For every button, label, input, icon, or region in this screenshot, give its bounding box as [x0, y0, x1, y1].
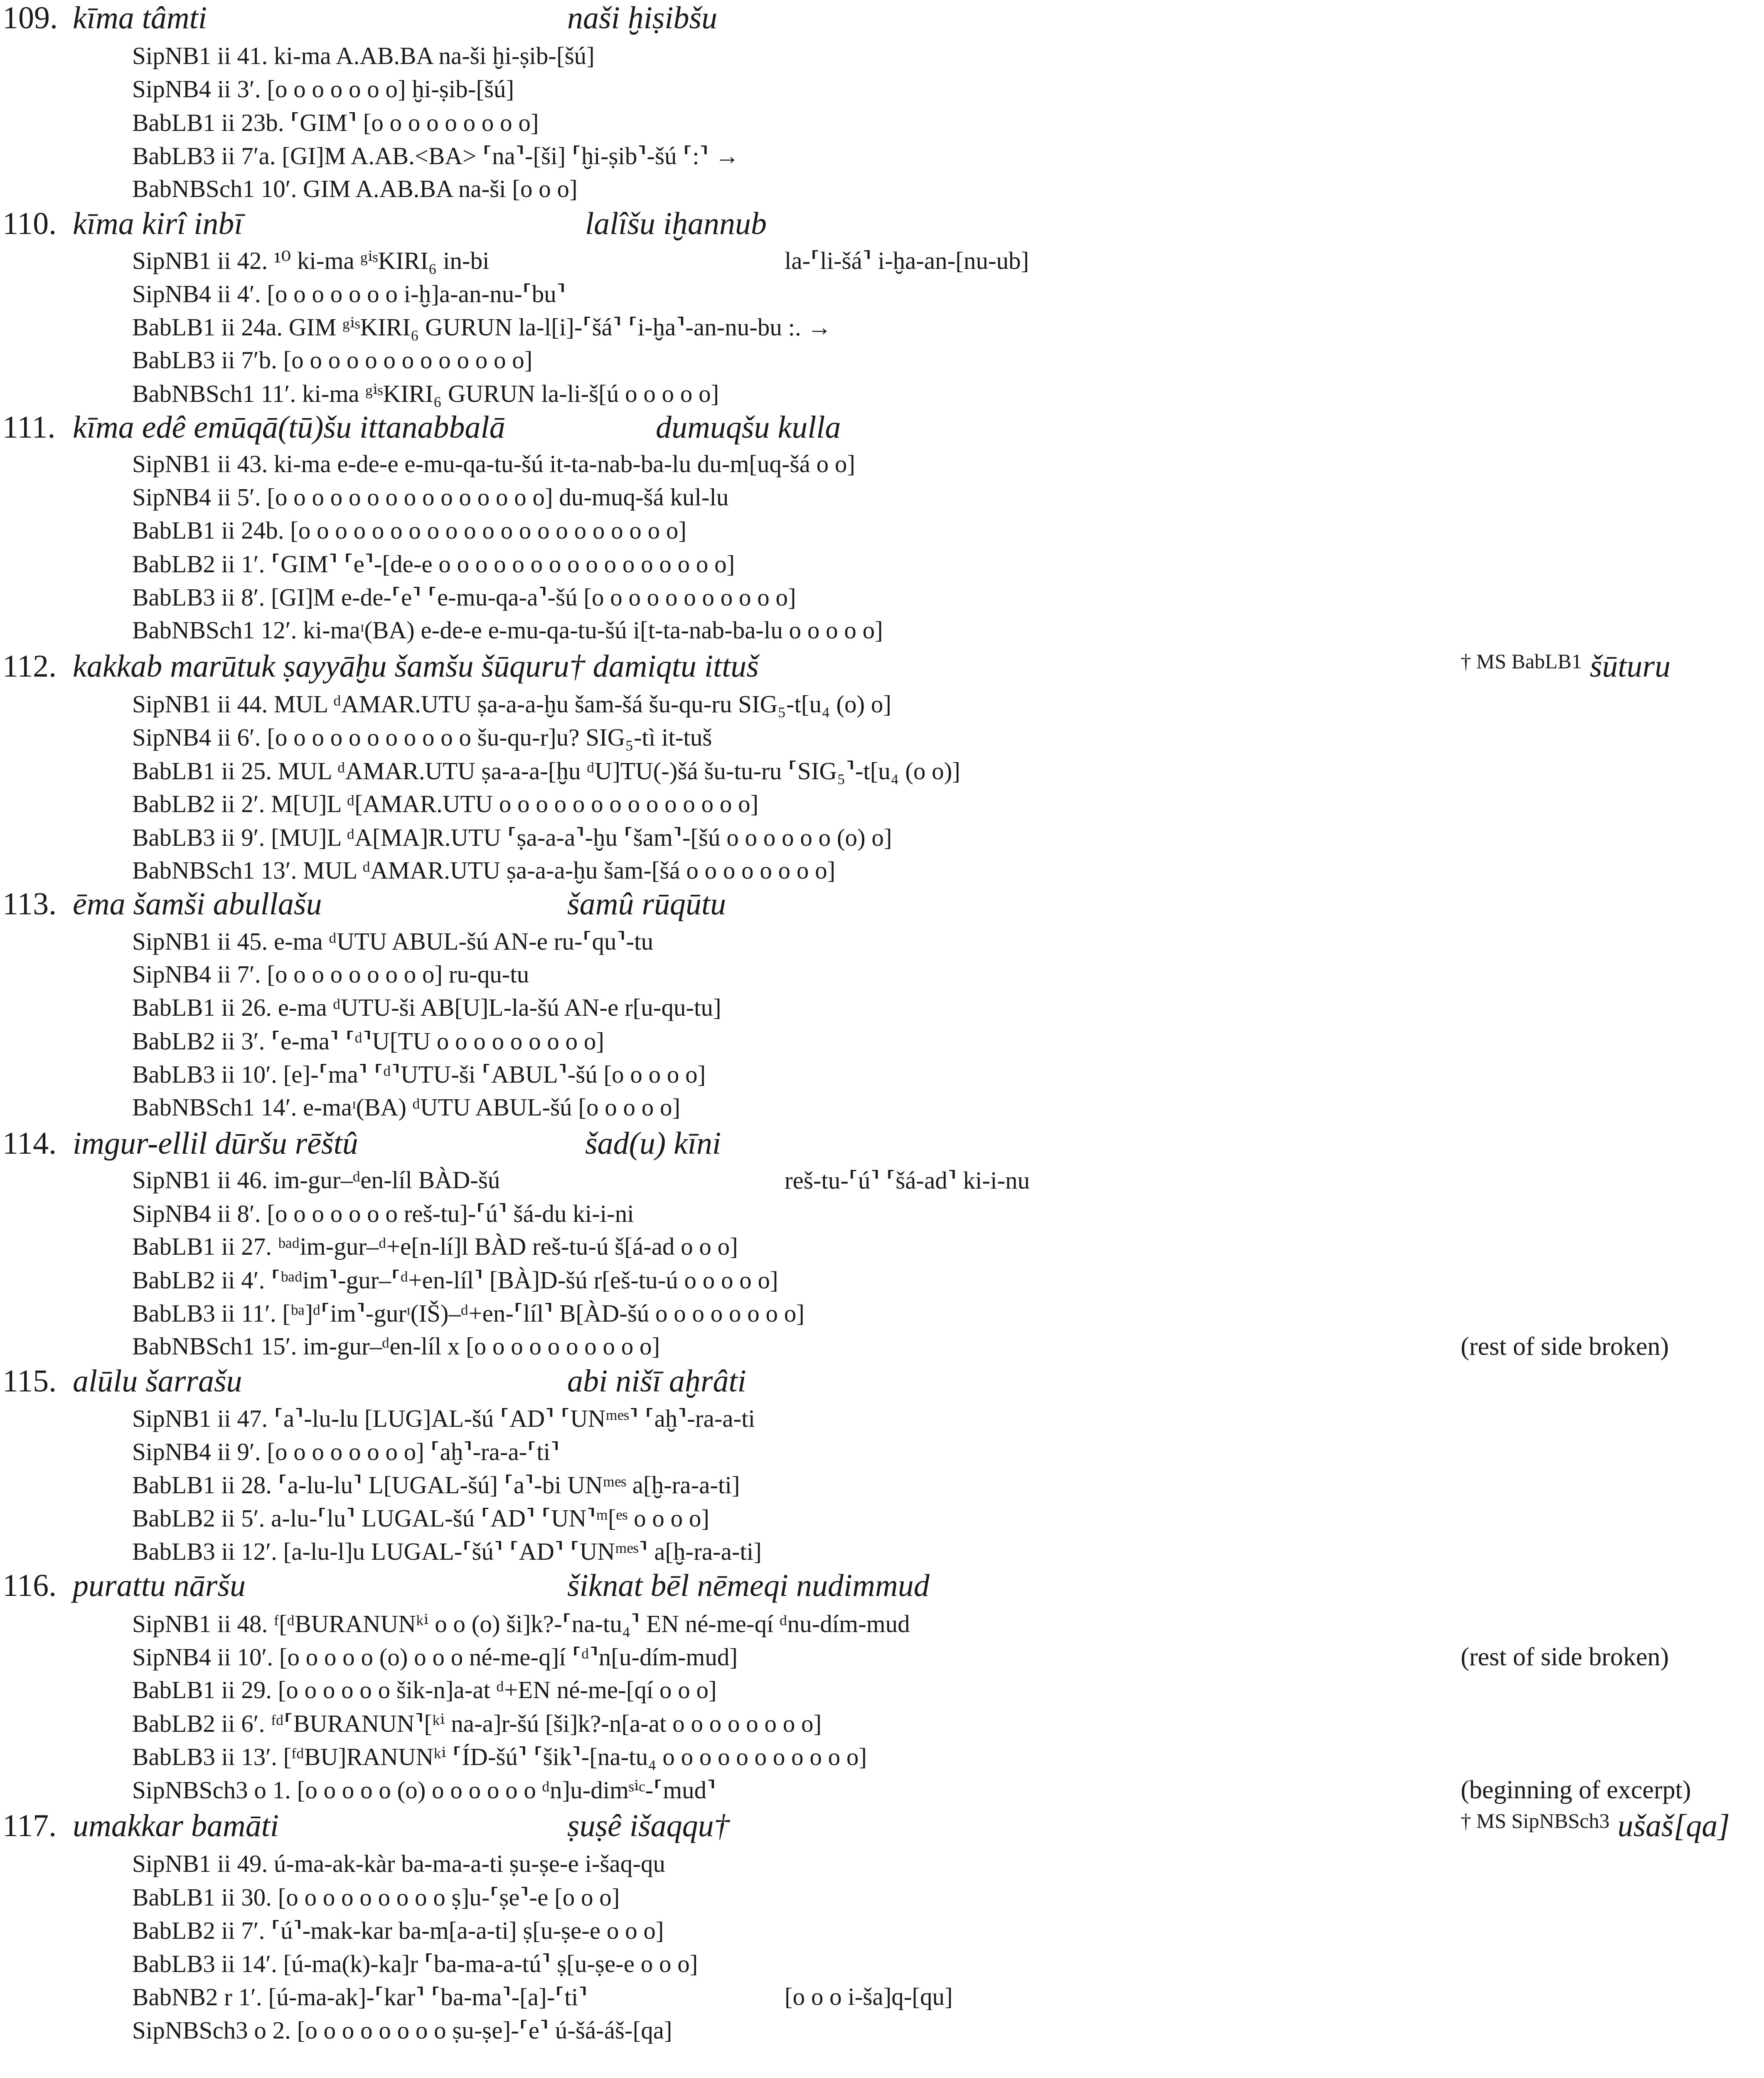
witness-text: SipNB4 ii 6′. [o o o o o o o o o o o šu-qu-r]u? SIG₅-tì it-tuš — [132, 724, 712, 751]
witness-text: BabLB1 ii 25. MUL ᵈAMAR.UTU ṣa-a-a-[ḫu ᵈU]TU(-)šá šu-tu-ru ⸢SIG₅⸣-t[u₄ (o o)] — [132, 757, 960, 785]
witness-text: BabLB2 ii 4′. ⸢ᵇᵃᵈim⸣-gur–⸢ᵈ+en-líl⸣ [BÀ]D-šú r[eš-tu-ú o o o o o] — [132, 1266, 778, 1294]
heading-first-half: kīma edê emūqā(tū)šu ittanabbalā — [73, 410, 505, 445]
witness-text-second-half: reš-tu-⸢ú⸣ ⸢šá-ad⸣ ki-i-nu — [785, 1167, 1030, 1194]
witness-text: BabLB2 ii 1′. ⸢GIM⸣ ⸢e⸣-[de-e o o o o o o o o o o o o o o o o] — [132, 550, 735, 578]
heading-second-half: abi nišī aḫrâti — [567, 1364, 746, 1398]
witness-text-second-half: [o o o i-ša]q-[qu] — [785, 1983, 953, 2010]
witness-text: BabLB1 ii 29. [o o o o o o šik-n]a-at ᵈ+EN né-me-[qí o o o] — [132, 1676, 717, 1704]
witness-text: SipNB4 ii 5′. [o o o o o o o o o o o o o o o] du-muq-šá kul-lu — [132, 483, 729, 511]
witness-text: SipNB1 ii 41. ki-ma A.AB.BA na-ši ḫi-ṣib-[šú] — [132, 42, 595, 69]
witness-text: SipNB4 ii 7′. [o o o o o o o o o] ru-qu-tu — [132, 960, 529, 988]
footnote-mark: † MS BabLB1 — [1461, 650, 1582, 673]
witness-text: BabLB3 ii 14′. [ú-ma(k)-ka]r ⸢ba-ma-a-tú⸣ ṣ[u-ṣe-e o o o] — [132, 1950, 698, 1977]
margin-note: (rest of side broken) — [1461, 1332, 1669, 1361]
witness-text: BabLB1 ii 26. e-ma ᵈUTU-ši AB[U]L-la-šú AN-e r[u-qu-tu] — [132, 994, 721, 1021]
witness-text: BabNB2 r 1′. [ú-ma-ak]-⸢kar⸣ ⸢ba-ma⸣-[a]-⸢ti⸣ — [132, 1983, 588, 2011]
heading-first-half: kīma tâmti — [73, 0, 207, 35]
witness-text: BabLB3 ii 11′. [ᵇᵃ]ᵈ⸢im⸣-gurᶦ(IŠ)–ᵈ+en-⸢líl⸣ B[ÀD-šú o o o o o o o o] — [132, 1300, 805, 1327]
witness-text: SipNB4 ii 9′. [o o o o o o o o] ⸢aḫ⸣-ra-a-⸢ti⸣ — [132, 1438, 560, 1465]
heading-first-half: alūlu šarrašu — [73, 1364, 242, 1398]
witness-text: BabNBSch1 10′. GIM A.AB.BA na-ši [o o o] — [132, 175, 578, 202]
witness-text: SipNB4 ii 8′. [o o o o o o o reš-tu]-⸢ú⸣ šá-du ki-i-ni — [132, 1200, 634, 1227]
witness-text: SipNB1 ii 48. ᶠ[ᵈBURANUNᵏⁱ o o (o) ši]k?-⸢na-tu₄⸣ EN né-me-qí ᵈnu-dím-mud — [132, 1610, 910, 1637]
witness-text: BabLB1 ii 24a. GIM ᵍⁱˢKIRI₆ GURUN la-l[i]-⸢šá⸣ ⸢i-ḫa⸣-an-nu-bu :. → — [132, 313, 832, 341]
footnote — [1461, 1808, 1730, 1844]
witness-text: BabLB1 ii 24b. [o o o o o o o o o o o o o o o o o o o o o] — [132, 517, 687, 544]
footnote — [1461, 648, 1671, 684]
heading-first-half: imgur-ellil dūršu rēštû — [73, 1126, 358, 1161]
witness-text: BabLB3 ii 7′b. [o o o o o o o o o o o o o] — [132, 346, 533, 374]
margin-note: (rest of side broken) — [1461, 1643, 1669, 1671]
witness-text: BabLB1 ii 27. ᵇᵃᵈim-gur–ᵈ+e[n-lí]l BÀD reš-tu-ú š[á-ad o o o] — [132, 1233, 738, 1260]
witness-text: BabLB2 ii 2′. M[U]L ᵈ[AMAR.UTU o o o o o o o o o o o o o o] — [132, 790, 759, 817]
footnote-variant: šūturu — [1589, 649, 1671, 684]
witness-text: BabLB2 ii 6′. ᶠᵈ⸢BURANUN⸣[ᵏⁱ na-a]r-šú [ši]k?-n[a-at o o o o o o o o] — [132, 1710, 822, 1737]
witness-text: SipNB1 ii 44. MUL ᵈAMAR.UTU ṣa-a-a-ḫu šam-šá šu-qu-ru SIG₅-t[u₄ (o) o] — [132, 690, 892, 718]
witness-text: BabLB3 ii 13′. [ᶠᵈBU]RANUNᵏⁱ ⸢ÍD-šú⸣ ⸢šik⸣-[na-tu₄ o o o o o o o o o o o] — [132, 1743, 867, 1770]
witness-text: SipNBSch3 o 2. [o o o o o o o o ṣu-ṣe]-⸢e⸣ ú-šá-áš-[qa] — [132, 2016, 672, 2044]
heading-second-half: lalîšu iḫannub — [585, 206, 767, 241]
witness-text-second-half: la-⸢li-šá⸣ i-ḫa-an-[nu-ub] — [785, 247, 1029, 274]
witness-text: BabNBSch1 11′. ki-ma ᵍⁱˢKIRI₆ GURUN la-li-š[ú o o o o o] — [132, 380, 719, 407]
witness-text: BabLB3 ii 9′. [MU]L ᵈA[MA]R.UTU ⸢ṣa-a-a⸣-ḫu ⸢šam⸣-[šú o o o o o o (o) o] — [132, 824, 892, 851]
witness-text: SipNBSch3 o 1. [o o o o o (o) o o o o o o ᵈn]u-dimˢⁱᶜ-⸢mud⸣ — [132, 1776, 716, 1804]
heading-second-half: naši ḫiṣibšu — [567, 0, 718, 35]
entry-number: 111. — [2, 410, 56, 445]
heading-second-half: dumuqšu kulla — [656, 410, 841, 445]
footnote-variant: ušaš[qa] — [1617, 1808, 1730, 1843]
witness-text: BabLB1 ii 28. ⸢a-lu-lu⸣ L[UGAL-šú] ⸢a⸣-bi UNᵐᵉˢ a[ḫ-ra-a-ti] — [132, 1471, 740, 1499]
entry-number: 116. — [2, 1568, 57, 1603]
witness-text: SipNB1 ii 43. ki-ma e-de-e e-mu-qa-tu-šú it-ta-nab-ba-lu du-m[uq-šá o o] — [132, 450, 855, 478]
heading-first-half: ēma šamši abullašu — [73, 886, 322, 921]
entry-number: 110. — [2, 206, 57, 241]
entry-number: 114. — [2, 1126, 57, 1161]
witness-text: BabLB2 ii 7′. ⸢ú⸣-mak-kar ba-m[a-a-ti] ṣ[u-ṣe-e o o o] — [132, 1917, 664, 1944]
witness-text: BabLB1 ii 23b. ⸢GIM⸣ [o o o o o o o o o] — [132, 109, 539, 136]
witness-text: BabNBSch1 14′. e-maᶦ(BA) ᵈUTU ABUL-šú [o o o o o] — [132, 1093, 681, 1121]
witness-text: BabLB1 ii 30. [o o o o o o o o o ṣ]u-⸢ṣe⸣-e [o o o] — [132, 1883, 620, 1911]
entry-number: 115. — [2, 1364, 57, 1398]
witness-text: BabLB3 ii 8′. [GI]M e-de-⸢e⸣ ⸢e-mu-qa-a⸣-šú [o o o o o o o o o o o] — [132, 584, 796, 611]
witness-text: SipNB4 ii 3′. [o o o o o o o] ḫi-ṣib-[šú] — [132, 75, 514, 103]
footnote-mark: † MS SipNBSch3 — [1461, 1809, 1610, 1832]
witness-text: SipNB1 ii 45. e-ma ᵈUTU ABUL-šú AN-e ru-⸢qu⸣-tu — [132, 928, 654, 955]
witness-text: BabNBSch1 15′. im-gur–ᵈen-líl x [o o o o o o o o o o] — [132, 1332, 660, 1360]
entry-number: 109. — [2, 0, 58, 35]
heading-second-half: šamû rūqūtu — [567, 886, 726, 921]
heading-first-half: purattu nāršu — [73, 1568, 246, 1603]
witness-text: BabLB3 ii 10′. [e]-⸢ma⸣ ⸢ᵈ⸣UTU-ši ⸢ABUL⸣-šú [o o o o o] — [132, 1061, 706, 1088]
witness-text: SipNB1 ii 49. ú-ma-ak-kàr ba-ma-a-ti ṣu-ṣe-e i-šaq-qu — [132, 1850, 665, 1877]
heading-second-half: ṣuṣê išaqqu† — [567, 1808, 730, 1843]
heading-first-half: kīma kirî inbī — [73, 206, 243, 241]
witness-text: BabLB2 ii 3′. ⸢e-ma⸣ ⸢ᵈ⸣U[TU o o o o o o o o o] — [132, 1027, 605, 1055]
witness-text: BabLB3 ii 7′a. [GI]M A.AB.<BA> ⸢na⸣-[ši] ⸢ḫi-ṣib⸣-šú ⸢:⸣ → — [132, 142, 740, 170]
heading-second-half: šiknat bēl nēmeqi nudimmud — [567, 1568, 930, 1603]
entry-number: 113. — [2, 886, 57, 921]
witness-text: SipNB4 ii 4′. [o o o o o o o i-ḫ]a-an-nu-⸢bu⸣ — [132, 280, 566, 308]
entry-number: 117. — [2, 1808, 57, 1843]
heading-first-half: kakkab marūtuk ṣayyāḫu šamšu šūquru† damiqtu ittuš — [73, 649, 759, 684]
margin-note: (beginning of excerpt) — [1461, 1776, 1691, 1804]
heading-second-half: šad(u) kīni — [585, 1126, 721, 1161]
witness-text: BabNBSch1 12′. ki-maᶦ(BA) e-de-e e-mu-qa-tu-šú i[t-ta-nab-ba-lu o o o o o] — [132, 616, 883, 644]
witness-text: SipNB1 ii 46. im-gur–ᵈen-líl BÀD-šú — [132, 1166, 500, 1194]
heading-first-half: umakkar bamāti — [73, 1808, 279, 1843]
witness-text: SipNB1 ii 42. ¹⁰ ki-ma ᵍⁱˢKIRI₆ in-bi — [132, 247, 490, 274]
witness-text: SipNB1 ii 47. ⸢a⸣-lu-lu [LUG]AL-šú ⸢AD⸣ ⸢UNᵐᵉˢ⸣ ⸢aḫ⸣-ra-a-ti — [132, 1405, 755, 1432]
witness-text: BabNBSch1 13′. MUL ᵈAMAR.UTU ṣa-a-a-ḫu šam-[šá o o o o o o o o] — [132, 857, 836, 884]
witness-text: BabLB3 ii 12′. [a-lu-l]u LUGAL-⸢šú⸣ ⸢AD⸣ ⸢UNᵐᵉˢ⸣ a[ḫ-ra-a-ti] — [132, 1538, 762, 1565]
witness-text: BabLB2 ii 5′. a-lu-⸢lu⸣ LUGAL-šú ⸢AD⸣ ⸢UN⸣ᵐ[ᵉˢ o o o o] — [132, 1504, 709, 1532]
witness-text: SipNB4 ii 10′. [o o o o o (o) o o o né-me-q]í ⸢ᵈ⸣n[u-dím-mud] — [132, 1643, 738, 1671]
entry-number: 112. — [2, 649, 57, 684]
